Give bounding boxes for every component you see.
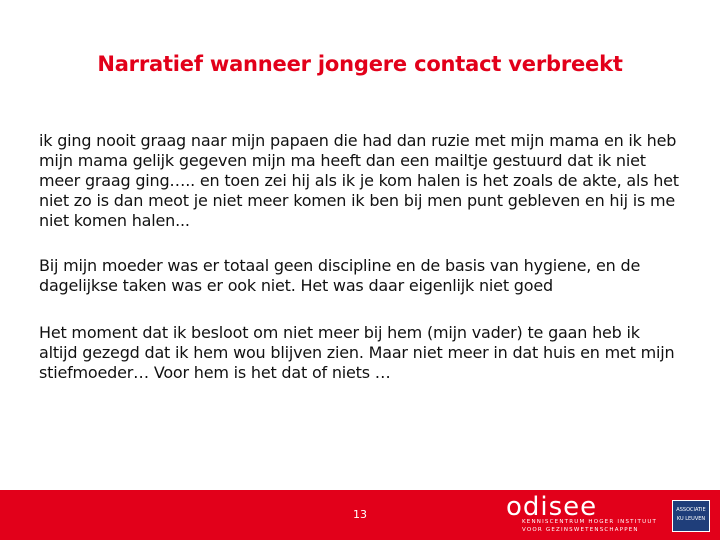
quote-paragraph-1: ik ging nooit graag naar mijn papaen die had dan ruzie met mijn mama en ik heb mijn mama gelijk gegeven mijn ma heeft dan een mailtje gestuurd dat ik niet meer graag ging….. en toen zei hij als ik je kom halen is het zoals de akte, als het niet zo is dan meot je niet meer komen ik ben bij men punt gebleven en hij is me niet komen halen... (39, 131, 679, 230)
logo-subtitle (522, 518, 657, 534)
slide-title: Narratief wanneer jongere contact verbreekt (97, 52, 623, 76)
odisee-logo (500, 494, 670, 538)
logo-subtitle-line-2: VOOR GEZINSWETENSCHAPPEN (522, 527, 639, 533)
logo-wordmark: odisee (506, 492, 598, 522)
quote-paragraph-3: Het moment dat ik besloot om niet meer bij hem (mijn vader) te gaan heb ik altijd gezegd dat ik hem wou blijven zien. Maar niet meer in dat huis en met mijn stiefmoeder… Voor hem is het dat of niets … (39, 323, 675, 382)
ku-leuven-badge (672, 500, 710, 532)
footer-bar (0, 490, 720, 540)
page-number: 13 (353, 508, 367, 521)
quote-paragraph-2: Bij mijn moeder was er totaal geen discipline en de basis van hygiene, en de dagelijkse taken was er ook niet. Het was daar eigenlijk niet goed (39, 256, 641, 295)
logo-subtitle-line-1: KENNISCENTRUM HOGER INSTITUUT (522, 519, 658, 525)
badge-line-1: ASSOCIATIE (676, 507, 706, 513)
badge-line-2: KU LEUVEN (676, 516, 706, 522)
